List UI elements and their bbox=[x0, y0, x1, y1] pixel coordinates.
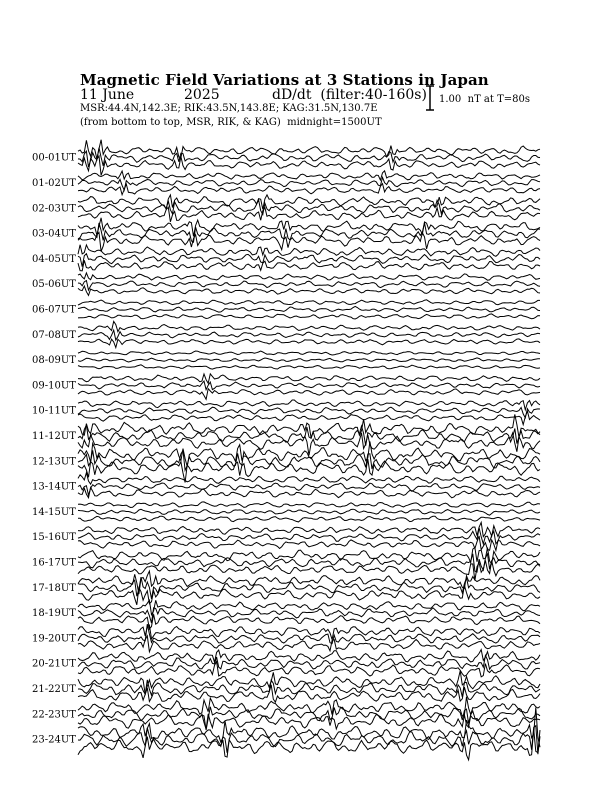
hour-row bbox=[32, 442, 540, 483]
hour-row bbox=[32, 502, 540, 522]
trace-kag bbox=[78, 245, 540, 257]
hour-label: 06-07UT bbox=[32, 304, 76, 316]
trace-msr bbox=[78, 585, 540, 604]
trace-kag bbox=[78, 321, 540, 331]
trace-rik bbox=[78, 177, 540, 190]
trace-rik bbox=[78, 330, 540, 340]
hour-row bbox=[32, 600, 540, 629]
hour-label: 04-05UT bbox=[32, 253, 76, 265]
trace-rik bbox=[78, 425, 540, 446]
trace-order-note: (from bottom to top, MSR, RIK, & KAG) midnight=1500UT bbox=[80, 117, 382, 128]
trace-msr bbox=[78, 636, 540, 652]
hour-label: 17-18UT bbox=[32, 582, 76, 594]
hour-row bbox=[32, 697, 540, 730]
chart-quantity-filter: dD/dt (filter:40-160s) bbox=[272, 87, 427, 103]
hour-label: 14-15UT bbox=[32, 506, 76, 518]
trace-kag bbox=[78, 273, 540, 280]
hour-row bbox=[32, 624, 540, 652]
trace-rik bbox=[78, 509, 540, 515]
trace-rik bbox=[78, 358, 540, 362]
hour-label: 10-11UT bbox=[32, 405, 76, 417]
hour-row bbox=[32, 195, 540, 222]
hour-label: 05-06UT bbox=[32, 279, 76, 291]
trace-rik bbox=[78, 306, 540, 312]
hour-label: 18-19UT bbox=[32, 608, 76, 620]
hour-row bbox=[32, 522, 540, 550]
trace-kag bbox=[78, 374, 540, 383]
chart-year: 2025 bbox=[184, 87, 220, 103]
hour-row bbox=[32, 171, 540, 195]
hour-label: 03-04UT bbox=[32, 228, 76, 240]
hour-row bbox=[32, 414, 540, 455]
trace-kag bbox=[78, 473, 540, 484]
trace-msr bbox=[78, 516, 540, 522]
trace-rik bbox=[78, 281, 540, 291]
trace-msr bbox=[78, 729, 540, 760]
hour-label: 02-03UT bbox=[32, 203, 76, 215]
hour-label: 16-17UT bbox=[32, 557, 76, 569]
hour-row bbox=[32, 321, 540, 347]
trace-kag bbox=[78, 351, 540, 355]
hour-row bbox=[32, 650, 540, 677]
hour-label: 09-10UT bbox=[32, 380, 76, 392]
trace-kag bbox=[78, 650, 540, 663]
hour-row bbox=[32, 218, 540, 252]
hour-label: 12-13UT bbox=[32, 456, 76, 468]
trace-msr bbox=[78, 389, 540, 400]
hour-label: 11-12UT bbox=[32, 430, 76, 442]
hour-row bbox=[32, 351, 540, 369]
hour-label: 07-08UT bbox=[32, 329, 76, 341]
hour-row bbox=[32, 571, 540, 605]
trace-kag bbox=[78, 400, 540, 410]
trace-rik bbox=[78, 254, 540, 267]
hour-label: 01-02UT bbox=[32, 178, 76, 189]
scale-bar-label: 1.00 nT at T=80s bbox=[439, 94, 530, 105]
trace-msr bbox=[78, 365, 540, 369]
trace-msr bbox=[78, 260, 540, 271]
trace-rik bbox=[78, 381, 540, 390]
trace-kag bbox=[78, 502, 540, 508]
trace-msr bbox=[78, 314, 540, 319]
scale-bar-icon bbox=[426, 86, 434, 110]
trace-msr bbox=[78, 339, 540, 348]
hour-row bbox=[32, 140, 540, 176]
trace-msr bbox=[78, 487, 540, 497]
hour-row bbox=[32, 273, 540, 296]
trace-rik bbox=[78, 608, 540, 623]
hour-row bbox=[32, 300, 540, 319]
hour-label: 08-09UT bbox=[32, 355, 76, 366]
hour-label: 20-21UT bbox=[32, 658, 76, 670]
trace-kag bbox=[78, 171, 540, 180]
trace-msr bbox=[78, 411, 540, 424]
hour-row bbox=[32, 374, 540, 399]
trace-msr bbox=[78, 714, 540, 729]
trace-msr bbox=[78, 286, 540, 295]
hour-label: 21-22UT bbox=[32, 684, 76, 695]
hour-row bbox=[32, 245, 540, 271]
hour-label: 00-01UT bbox=[32, 152, 76, 164]
hour-row bbox=[32, 547, 540, 580]
hour-row bbox=[32, 400, 540, 425]
trace-msr bbox=[78, 561, 540, 581]
hour-label: 23-24UT bbox=[32, 734, 76, 746]
hour-rows bbox=[32, 140, 540, 760]
trace-kag bbox=[78, 300, 540, 305]
station-coordinates: MSR:44.4N,142.3E; RIK:43.5N,143.8E; KAG:31.5N,130.7E bbox=[80, 103, 378, 114]
trace-msr bbox=[78, 184, 540, 195]
trace-kag bbox=[78, 414, 540, 438]
trace-msr bbox=[78, 156, 540, 175]
chart-title: Magnetic Field Variations at 3 Stations in Japan bbox=[80, 71, 489, 89]
hour-row bbox=[32, 473, 540, 498]
hour-label: 19-20UT bbox=[32, 633, 76, 645]
hour-label: 13-14UT bbox=[32, 481, 76, 493]
hour-label: 22-23UT bbox=[32, 709, 76, 721]
chart-date: 11 June bbox=[80, 87, 135, 103]
hour-label: 15-16UT bbox=[32, 532, 76, 544]
